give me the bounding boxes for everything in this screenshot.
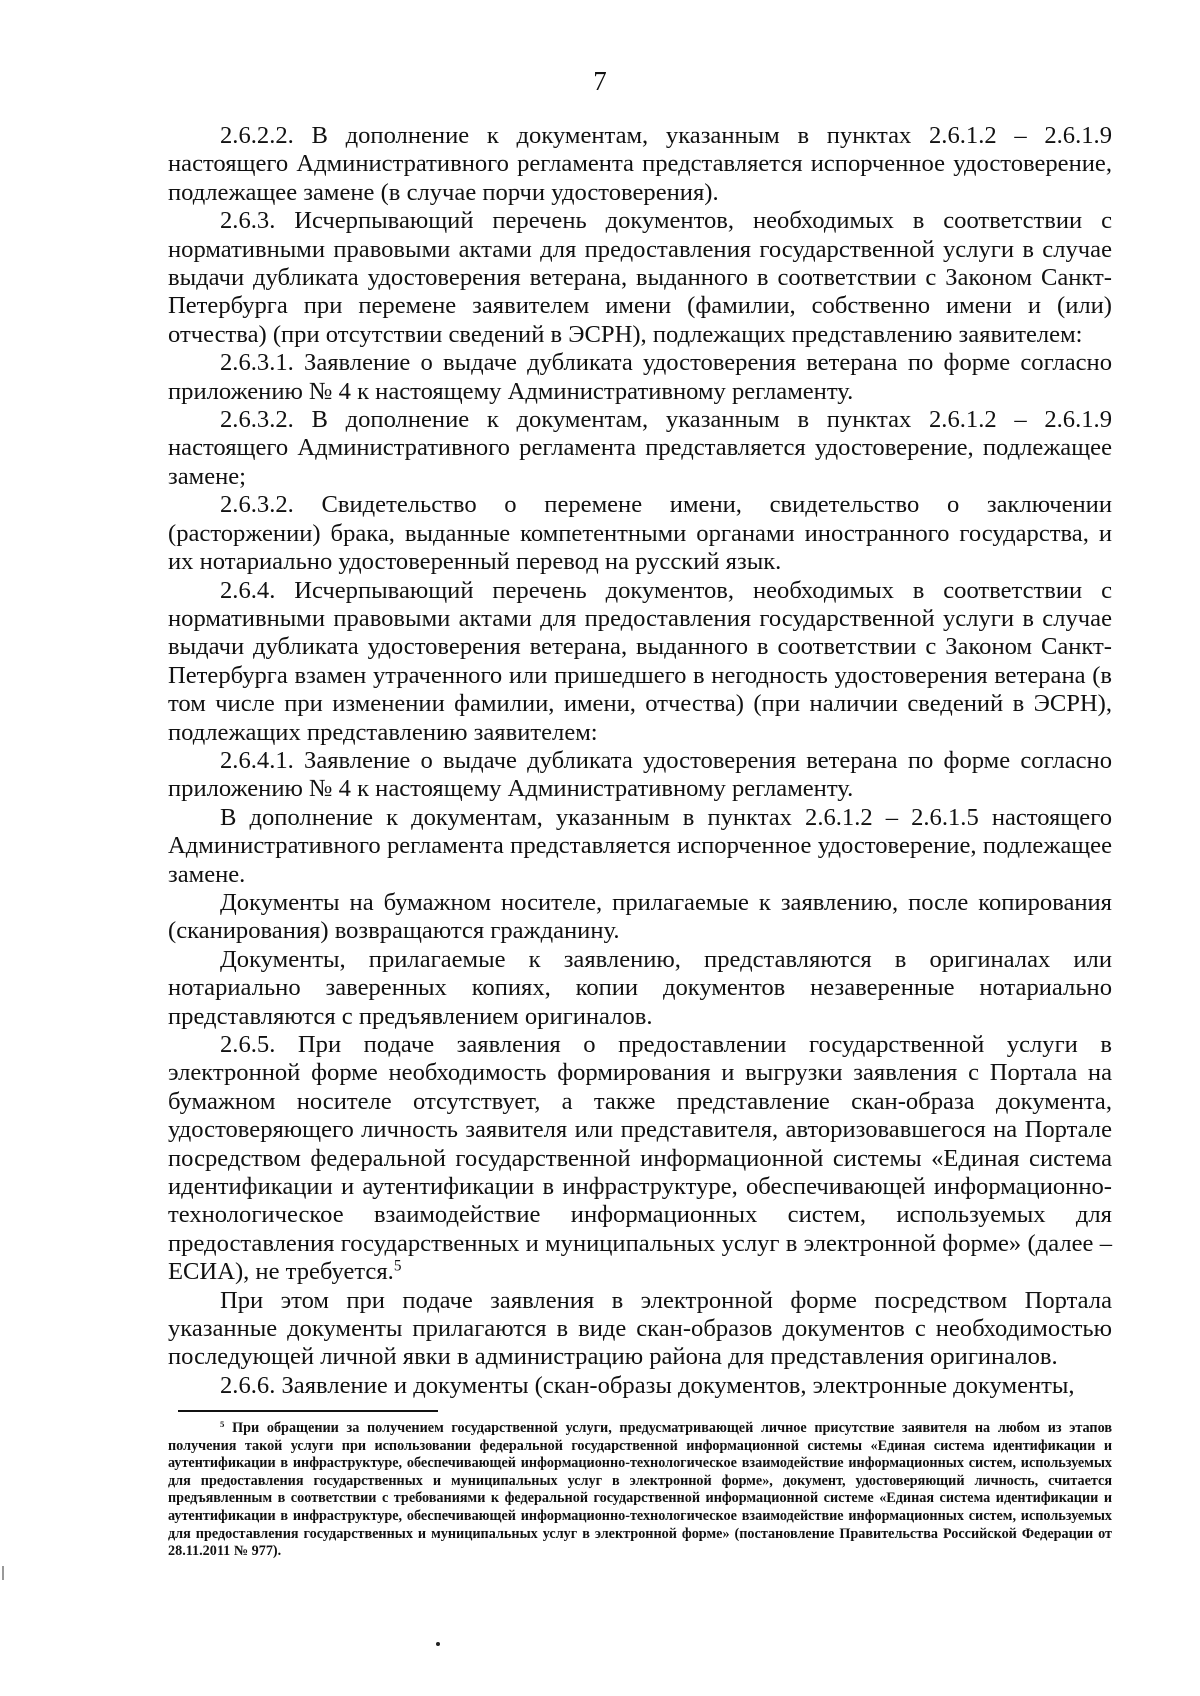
paragraph-electronic-form: При этом при подаче заявления в электронной форме посредством Портала указанные документы прилагаются в виде скан-образов документов с необходимостью последующей личной явки в администрацию района для представления оригиналов. bbox=[168, 1286, 1112, 1371]
scan-margin-mark bbox=[2, 1566, 4, 1580]
scan-speck bbox=[436, 1642, 440, 1646]
footnote-separator bbox=[178, 1410, 438, 1412]
paragraph-paper-documents: Документы на бумажном носителе, прилагаемые к заявлению, после копирования (сканирования) возвращаются гражданину. bbox=[168, 888, 1112, 945]
paragraph-2-6-5 bbox=[168, 1031, 1112, 1287]
footnote-text: При обращении за получением государственной услуги, предусматривающей личное присутствие заявителя на любом из этапов получения такой услуги при использовании федеральной государственной информационной системы «Единая система идентификации и аутентификации в инфраструктуре, обеспечивающей информационно-технологическое взаимодействие информационных систем, используемых для предоставления государственных и муниципальных услуг в электронной форме», документ, удостоверяющий личность, считается предъявленным в соответствии с требованиями к федеральной государственной информационной системе «Единая система идентификации и аутентификации в инфраструктуре, обеспечивающей информационно-технологическое взаимодействие информационных систем, используемых для предоставления государственных и муниципальных услуг в электронной форме» (постановление Правительства Российской Федерации от 28.11.2011 № 977). bbox=[168, 1420, 1113, 1560]
paragraph-2-6-3-2-a: 2.6.3.2. В дополнение к документам, указанным в пунктах 2.6.1.2 – 2.6.1.9 настоящего Административного регламента представляется удостоверение, подлежащее замене; bbox=[168, 406, 1112, 490]
paragraph-2-6-3: 2.6.3. Исчерпывающий перечень документов, необходимых в соответствии с нормативными правовыми актами для предоставления государственной услуги в случае выдачи дубликата удостоверения ветерана, выданного в соответствии с Законом Санкт-Петербурга при перемене заявителем имени (фамилии, собственно имени и (или) отчества) (при отсутствии сведений в ЭСРН), подлежащих представлению заявителем: bbox=[168, 207, 1112, 348]
footnote-reference: 5 bbox=[393, 1257, 402, 1275]
paragraph-2-6-5-text: 2.6.5. При подаче заявления о предоставлении государственной услуги в электронной форме необходимость формирования и выгрузки заявления с Портала на бумажном носителе отсутствует, а также представление скан-образа документа, удостоверяющего личность заявителя или представителя, авторизовавшегося на Портале посредством федеральной государственной информационной системы «Единая система идентификации и аутентификации в инфраструктуре, обеспечивающей информационно-технологическое взаимодействие информационных систем, используемых для предоставления государственных и муниципальных услуг в электронной форме» (далее – ЕСИА), не требуется. bbox=[168, 1031, 1112, 1286]
paragraph-2-6-4-1: 2.6.4.1. Заявление о выдаче дубликата удостоверения ветерана по форме согласно приложению № 4 к настоящему Административному регламенту. bbox=[168, 746, 1112, 803]
footnote-marker: 5 bbox=[220, 1419, 225, 1430]
paragraph-2-6-3-1: 2.6.3.1. Заявление о выдаче дубликата удостоверения ветерана по форме согласно приложению № 4 к настоящему Административному регламенту. bbox=[168, 349, 1112, 405]
paragraph-2-6-6: 2.6.6. Заявление и документы (скан-образы документов, электронные документы, bbox=[220, 1371, 1075, 1399]
document-body bbox=[168, 122, 1112, 1400]
footnote-5 bbox=[168, 1420, 1112, 1561]
footnotes bbox=[168, 1420, 1112, 1561]
paragraph-2-6-4: 2.6.4. Исчерпывающий перечень документов, необходимых в соответствии с нормативными правовыми актами для предоставления государственной услуги в случае выдачи дубликата удостоверения ветерана, выданного в соответствии с Законом Санкт-Петербурга взамен утраченного или пришедшего в негодность удостоверения ветерана (в том числе при изменении фамилии, имени, отчества) (при наличии сведений в ЭСРН), подлежащих представлению заявителем: bbox=[168, 576, 1112, 746]
page-number: 7 bbox=[593, 66, 607, 96]
paragraph-2-6-3-2-b: 2.6.3.2. Свидетельство о перемене имени, свидетельство о заключении (расторжении) брака, выданные компетентными органами иностранного государства, и их нотариально удостоверенный перевод на русский язык. bbox=[168, 491, 1112, 576]
paragraph-originals: Документы, прилагаемые к заявлению, представляются в оригиналах или нотариально заверенных копиях, копии документов незаверенные нотариально представляются с предъявлением оригиналов. bbox=[168, 945, 1112, 1030]
paragraph-2-6-2-2: 2.6.2.2. В дополнение к документам, указанным в пунктах 2.6.1.2 – 2.6.1.9 настоящего Административного регламента представляется испорченное удостоверение, подлежащее замене (в случае порчи удостоверения). bbox=[168, 122, 1112, 206]
paragraph-supplement: В дополнение к документам, указанным в пунктах 2.6.1.2 – 2.6.1.5 настоящего Административного регламента представляется испорченное удостоверение, подлежащее замене. bbox=[168, 803, 1112, 888]
